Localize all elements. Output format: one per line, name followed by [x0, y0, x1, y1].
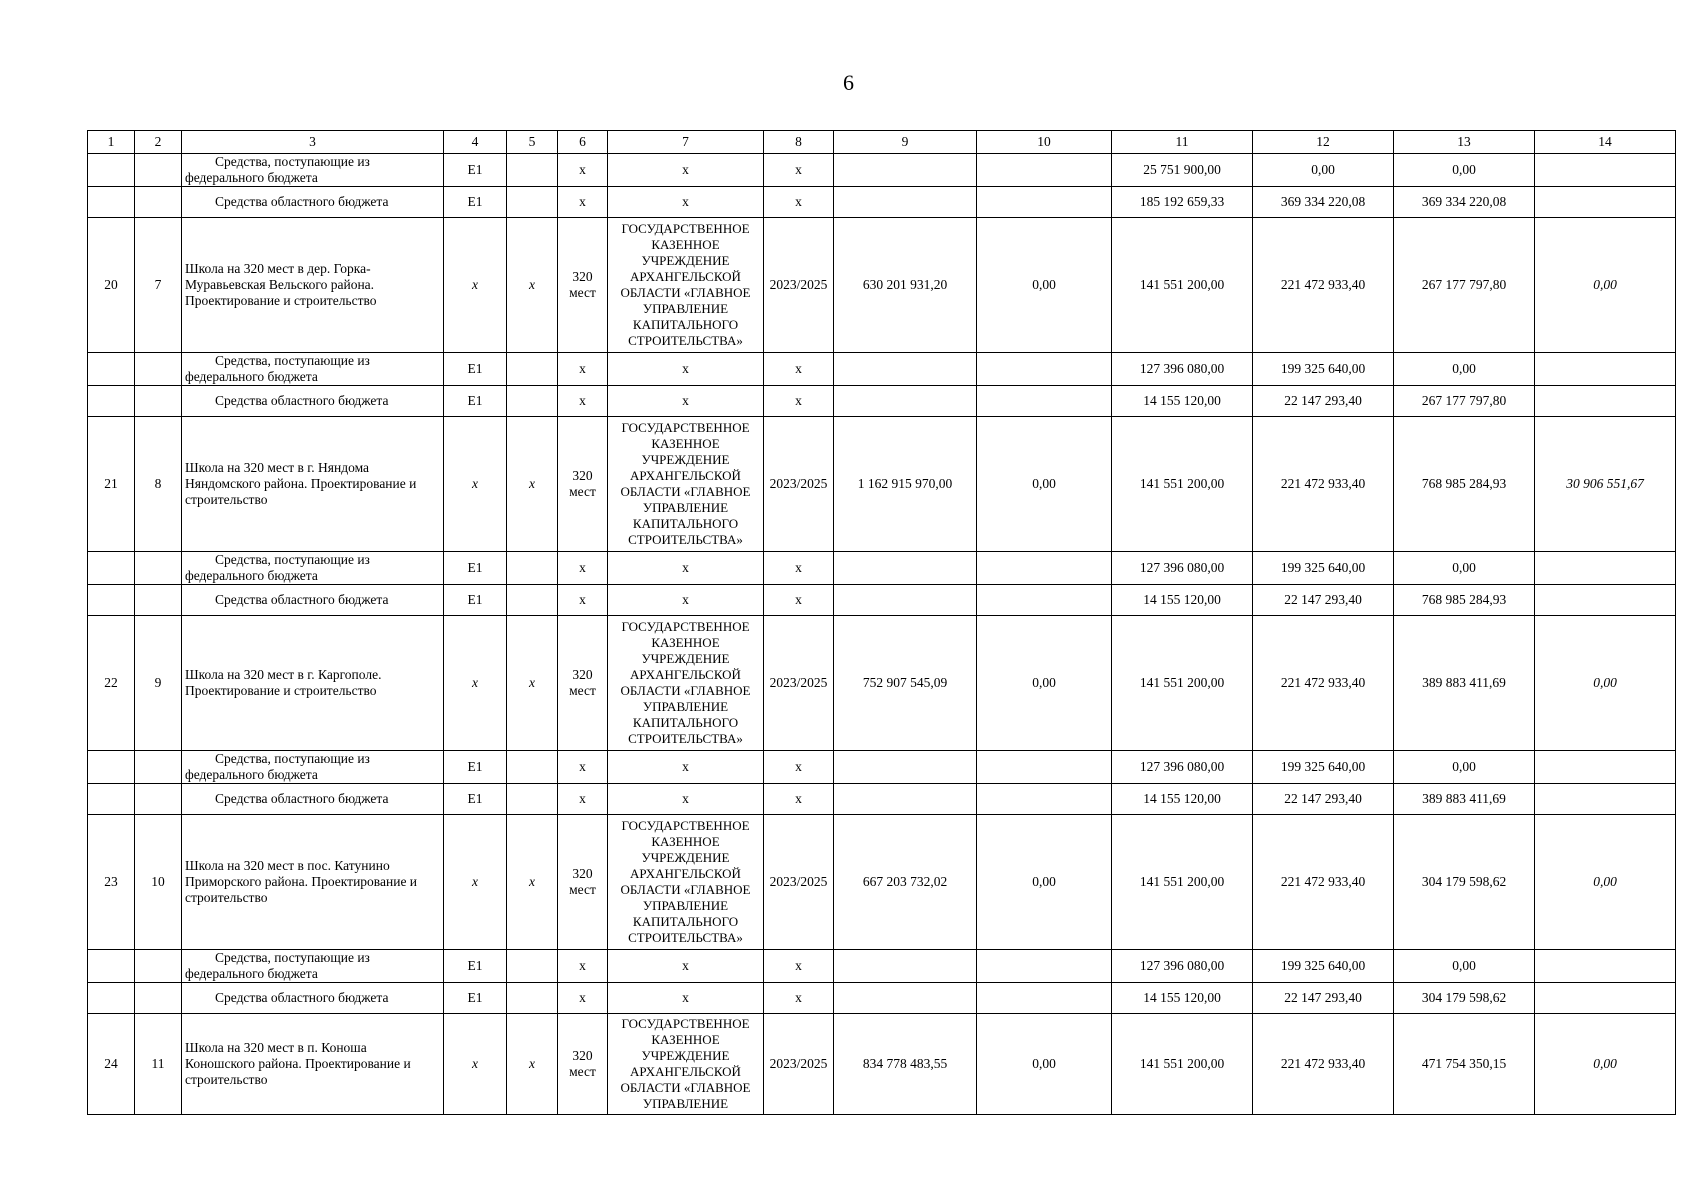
amount-cell [977, 552, 1112, 585]
responsible-organization: x [608, 187, 764, 218]
amount-cell [1535, 353, 1676, 386]
column-header: 8 [764, 131, 834, 154]
amount-cell: 199 325 640,00 [1253, 552, 1394, 585]
fund-source-text: Средства областного бюджета [215, 990, 389, 1005]
amount-cell: 127 396 080,00 [1112, 950, 1253, 983]
amount-cell: 199 325 640,00 [1253, 950, 1394, 983]
item-number [135, 784, 182, 815]
fund-source-text: Средства, поступающие из федерального бюджета [185, 552, 370, 583]
amount-cell [977, 950, 1112, 983]
table-cell: E1 [444, 950, 507, 983]
row-number: 24 [88, 1014, 135, 1115]
row-number: 23 [88, 815, 135, 950]
item-number [135, 751, 182, 784]
table-cell: E1 [444, 552, 507, 585]
funding-row [88, 552, 1676, 585]
item-number [135, 154, 182, 187]
amount-cell: 221 472 933,40 [1253, 616, 1394, 751]
amount-cell: 267 177 797,80 [1394, 218, 1535, 353]
amount-cell: 768 985 284,93 [1394, 417, 1535, 552]
amount-cell: 389 883 411,69 [1394, 616, 1535, 751]
amount-cell [977, 187, 1112, 218]
responsible-organization: x [608, 353, 764, 386]
fund-source [182, 386, 444, 417]
table-cell: x [558, 154, 608, 187]
table-cell: x [507, 218, 558, 353]
amount-cell: 199 325 640,00 [1253, 751, 1394, 784]
row-number [88, 187, 135, 218]
row-number: 21 [88, 417, 135, 552]
funding-row [88, 983, 1676, 1014]
amount-cell: 141 551 200,00 [1112, 417, 1253, 552]
amount-cell: 304 179 598,62 [1394, 983, 1535, 1014]
fund-source [182, 353, 444, 386]
amount-cell: 185 192 659,33 [1112, 187, 1253, 218]
fund-source-text: Средства, поступающие из федерального бюджета [185, 154, 370, 185]
item-number [135, 983, 182, 1014]
table-cell: x [507, 417, 558, 552]
amount-cell: 30 906 551,67 [1535, 417, 1676, 552]
object-row [88, 417, 1676, 552]
responsible-organization: x [608, 784, 764, 815]
amount-cell: 0,00 [1394, 154, 1535, 187]
fund-source-text: Средства, поступающие из федерального бюджета [185, 950, 370, 981]
responsible-organization: x [608, 983, 764, 1014]
amount-cell: 127 396 080,00 [1112, 552, 1253, 585]
amount-cell: 127 396 080,00 [1112, 353, 1253, 386]
table-cell [507, 386, 558, 417]
amount-cell [977, 386, 1112, 417]
amount-cell: 141 551 200,00 [1112, 616, 1253, 751]
amount-cell: 199 325 640,00 [1253, 353, 1394, 386]
amount-cell: 0,00 [1253, 154, 1394, 187]
amount-cell: 768 985 284,93 [1394, 585, 1535, 616]
object-name: Школа на 320 мест в п. Коноша Коношского района. Проектирование и строительство [182, 1014, 444, 1115]
row-number [88, 386, 135, 417]
period: x [764, 386, 834, 417]
responsible-organization: x [608, 585, 764, 616]
table-cell: x [558, 983, 608, 1014]
responsible-organization: ГОСУДАРСТВЕННОЕ КАЗЕННОЕ УЧРЕЖДЕНИЕ АРХАНГЕЛЬСКОЙ ОБЛАСТИ «ГЛАВНОЕ УПРАВЛЕНИЕ КАПИТАЛЬНОГО СТРОИТЕЛЬСТВА» [608, 218, 764, 353]
amount-cell [977, 784, 1112, 815]
amount-cell [834, 552, 977, 585]
amount-cell: 1 162 915 970,00 [834, 417, 977, 552]
table-cell: x [507, 616, 558, 751]
table-cell: x [558, 353, 608, 386]
amount-cell [977, 585, 1112, 616]
funding-row [88, 187, 1676, 218]
amount-cell: 127 396 080,00 [1112, 751, 1253, 784]
table-cell: 320 мест [558, 417, 608, 552]
amount-cell: 0,00 [977, 616, 1112, 751]
table-cell [507, 154, 558, 187]
funding-row [88, 353, 1676, 386]
funding-row [88, 585, 1676, 616]
amount-cell: 141 551 200,00 [1112, 218, 1253, 353]
column-header: 7 [608, 131, 764, 154]
period: x [764, 585, 834, 616]
funding-row [88, 751, 1676, 784]
item-number [135, 353, 182, 386]
amount-cell: 221 472 933,40 [1253, 218, 1394, 353]
period: x [764, 154, 834, 187]
amount-cell [1535, 552, 1676, 585]
amount-cell [834, 983, 977, 1014]
table-cell: E1 [444, 154, 507, 187]
amount-cell: 0,00 [977, 218, 1112, 353]
amount-cell [834, 187, 977, 218]
table-body [88, 154, 1676, 1115]
table-cell: x [558, 751, 608, 784]
column-header: 4 [444, 131, 507, 154]
responsible-organization: x [608, 386, 764, 417]
object-name: Школа на 320 мест в дер. Горка-Муравьевская Вельского района. Проектирование и строительство [182, 218, 444, 353]
column-header: 10 [977, 131, 1112, 154]
row-number [88, 950, 135, 983]
fund-source [182, 187, 444, 218]
amount-cell [1535, 983, 1676, 1014]
table-cell: E1 [444, 585, 507, 616]
amount-cell: 221 472 933,40 [1253, 417, 1394, 552]
row-number: 20 [88, 218, 135, 353]
amount-cell: 369 334 220,08 [1394, 187, 1535, 218]
item-number: 9 [135, 616, 182, 751]
fund-source [182, 552, 444, 585]
table-cell [507, 950, 558, 983]
item-number: 11 [135, 1014, 182, 1115]
amount-cell [834, 950, 977, 983]
amount-cell: 14 155 120,00 [1112, 585, 1253, 616]
row-number [88, 552, 135, 585]
table-cell [507, 353, 558, 386]
amount-cell: 267 177 797,80 [1394, 386, 1535, 417]
table-cell: x [444, 1014, 507, 1115]
column-header: 11 [1112, 131, 1253, 154]
object-row [88, 218, 1676, 353]
fund-source [182, 154, 444, 187]
period: x [764, 353, 834, 386]
period: 2023/2025 [764, 417, 834, 552]
responsible-organization: x [608, 552, 764, 585]
header-row [88, 131, 1676, 154]
column-header: 2 [135, 131, 182, 154]
period: 2023/2025 [764, 616, 834, 751]
amount-cell: 221 472 933,40 [1253, 815, 1394, 950]
table-cell [507, 751, 558, 784]
period: 2023/2025 [764, 815, 834, 950]
responsible-organization: x [608, 154, 764, 187]
amount-cell: 221 472 933,40 [1253, 1014, 1394, 1115]
amount-cell: 14 155 120,00 [1112, 386, 1253, 417]
funding-row [88, 950, 1676, 983]
table-cell: x [507, 1014, 558, 1115]
fund-source [182, 950, 444, 983]
responsible-organization: ГОСУДАРСТВЕННОЕ КАЗЕННОЕ УЧРЕЖДЕНИЕ АРХАНГЕЛЬСКОЙ ОБЛАСТИ «ГЛАВНОЕ УПРАВЛЕНИЕ КАПИТАЛЬНОГО СТРОИТЕЛЬСТВА» [608, 815, 764, 950]
table-cell: x [444, 218, 507, 353]
period: x [764, 950, 834, 983]
row-number [88, 784, 135, 815]
table-cell: E1 [444, 751, 507, 784]
amount-cell: 369 334 220,08 [1253, 187, 1394, 218]
amount-cell: 0,00 [1535, 616, 1676, 751]
period: 2023/2025 [764, 1014, 834, 1115]
table-cell: x [558, 386, 608, 417]
column-header: 6 [558, 131, 608, 154]
object-row [88, 616, 1676, 751]
table-cell: E1 [444, 784, 507, 815]
row-number [88, 154, 135, 187]
fund-source-text: Средства областного бюджета [215, 194, 389, 209]
amount-cell: 22 147 293,40 [1253, 983, 1394, 1014]
period: x [764, 552, 834, 585]
object-name: Школа на 320 мест в г. Няндома Няндомского района. Проектирование и строительство [182, 417, 444, 552]
responsible-organization: x [608, 751, 764, 784]
fund-source [182, 751, 444, 784]
table-cell: x [558, 187, 608, 218]
amount-cell [834, 784, 977, 815]
amount-cell: 0,00 [1535, 1014, 1676, 1115]
amount-cell: 0,00 [1394, 552, 1535, 585]
funding-row [88, 154, 1676, 187]
table-cell: E1 [444, 187, 507, 218]
table-cell: 320 мест [558, 1014, 608, 1115]
amount-cell [834, 386, 977, 417]
fund-source-text: Средства областного бюджета [215, 791, 389, 806]
amount-cell: 14 155 120,00 [1112, 983, 1253, 1014]
fund-source-text: Средства областного бюджета [215, 592, 389, 607]
amount-cell [977, 983, 1112, 1014]
amount-cell: 0,00 [1535, 815, 1676, 950]
responsible-organization: x [608, 950, 764, 983]
table-cell [507, 552, 558, 585]
amount-cell [834, 353, 977, 386]
amount-cell: 0,00 [1394, 353, 1535, 386]
amount-cell: 22 147 293,40 [1253, 386, 1394, 417]
fund-source-text: Средства, поступающие из федерального бюджета [185, 353, 370, 384]
period: x [764, 983, 834, 1014]
amount-cell: 0,00 [1394, 950, 1535, 983]
amount-cell [977, 751, 1112, 784]
amount-cell [1535, 751, 1676, 784]
item-number [135, 187, 182, 218]
item-number: 10 [135, 815, 182, 950]
column-header: 12 [1253, 131, 1394, 154]
row-number [88, 751, 135, 784]
fund-source [182, 784, 444, 815]
responsible-organization: ГОСУДАРСТВЕННОЕ КАЗЕННОЕ УЧРЕЖДЕНИЕ АРХАНГЕЛЬСКОЙ ОБЛАСТИ «ГЛАВНОЕ УПРАВЛЕНИЕ КАПИТАЛЬНОГО СТРОИТЕЛЬСТВА» [608, 417, 764, 552]
table-cell: x [558, 950, 608, 983]
amount-cell: 0,00 [977, 417, 1112, 552]
table-cell [507, 983, 558, 1014]
object-row [88, 1014, 1676, 1115]
row-number: 22 [88, 616, 135, 751]
column-header: 9 [834, 131, 977, 154]
amount-cell: 304 179 598,62 [1394, 815, 1535, 950]
table-cell: E1 [444, 386, 507, 417]
amount-cell: 471 754 350,15 [1394, 1014, 1535, 1115]
column-header: 1 [88, 131, 135, 154]
table-cell [507, 585, 558, 616]
table-cell: x [558, 784, 608, 815]
row-number [88, 353, 135, 386]
table-cell: x [558, 552, 608, 585]
period: 2023/2025 [764, 218, 834, 353]
amount-cell: 141 551 200,00 [1112, 815, 1253, 950]
fund-source-text: Средства областного бюджета [215, 393, 389, 408]
amount-cell: 141 551 200,00 [1112, 1014, 1253, 1115]
amount-cell: 14 155 120,00 [1112, 784, 1253, 815]
table-cell: 320 мест [558, 218, 608, 353]
table-cell: 320 мест [558, 616, 608, 751]
table-cell: x [558, 585, 608, 616]
amount-cell: 22 147 293,40 [1253, 585, 1394, 616]
object-name: Школа на 320 мест в пос. Катунино Приморского района. Проектирование и строительство [182, 815, 444, 950]
amount-cell: 0,00 [977, 1014, 1112, 1115]
amount-cell [1535, 386, 1676, 417]
table-cell: E1 [444, 353, 507, 386]
amount-cell: 25 751 900,00 [1112, 154, 1253, 187]
table-cell [507, 784, 558, 815]
table-cell: x [444, 417, 507, 552]
row-number [88, 585, 135, 616]
amount-cell [834, 154, 977, 187]
fund-source-text: Средства, поступающие из федерального бюджета [185, 751, 370, 782]
fund-source [182, 585, 444, 616]
funding-row [88, 784, 1676, 815]
item-number: 7 [135, 218, 182, 353]
period: x [764, 751, 834, 784]
amount-cell [977, 353, 1112, 386]
budget-table [87, 130, 1676, 1115]
table-cell: E1 [444, 983, 507, 1014]
amount-cell: 630 201 931,20 [834, 218, 977, 353]
amount-cell [1535, 784, 1676, 815]
amount-cell: 834 778 483,55 [834, 1014, 977, 1115]
amount-cell [1535, 950, 1676, 983]
funding-row [88, 386, 1676, 417]
amount-cell: 0,00 [977, 815, 1112, 950]
amount-cell [1535, 187, 1676, 218]
responsible-organization: ГОСУДАРСТВЕННОЕ КАЗЕННОЕ УЧРЕЖДЕНИЕ АРХАНГЕЛЬСКОЙ ОБЛАСТИ «ГЛАВНОЕ УПРАВЛЕНИЕ КАПИТАЛЬНОГО СТРОИТЕЛЬСТВА» [608, 616, 764, 751]
column-header: 14 [1535, 131, 1676, 154]
amount-cell: 389 883 411,69 [1394, 784, 1535, 815]
table-cell [507, 187, 558, 218]
amount-cell: 0,00 [1394, 751, 1535, 784]
amount-cell [834, 585, 977, 616]
table-cell: x [507, 815, 558, 950]
item-number [135, 585, 182, 616]
table-cell: x [444, 815, 507, 950]
column-header: 3 [182, 131, 444, 154]
amount-cell: 752 907 545,09 [834, 616, 977, 751]
period: x [764, 187, 834, 218]
row-number [88, 983, 135, 1014]
amount-cell [1535, 585, 1676, 616]
page-number: 6 [843, 70, 854, 95]
fund-source [182, 983, 444, 1014]
object-row [88, 815, 1676, 950]
amount-cell [834, 751, 977, 784]
object-name: Школа на 320 мест в г. Каргополе. Проектирование и строительство [182, 616, 444, 751]
item-number: 8 [135, 417, 182, 552]
amount-cell: 667 203 732,02 [834, 815, 977, 950]
period: x [764, 784, 834, 815]
responsible-organization: ГОСУДАРСТВЕННОЕ КАЗЕННОЕ УЧРЕЖДЕНИЕ АРХАНГЕЛЬСКОЙ ОБЛАСТИ «ГЛАВНОЕ УПРАВЛЕНИЕ [608, 1014, 764, 1115]
item-number [135, 950, 182, 983]
amount-cell [1535, 154, 1676, 187]
amount-cell [977, 154, 1112, 187]
item-number [135, 552, 182, 585]
column-header: 5 [507, 131, 558, 154]
amount-cell: 0,00 [1535, 218, 1676, 353]
item-number [135, 386, 182, 417]
amount-cell: 22 147 293,40 [1253, 784, 1394, 815]
table-cell: 320 мест [558, 815, 608, 950]
table-cell: x [444, 616, 507, 751]
column-header: 13 [1394, 131, 1535, 154]
